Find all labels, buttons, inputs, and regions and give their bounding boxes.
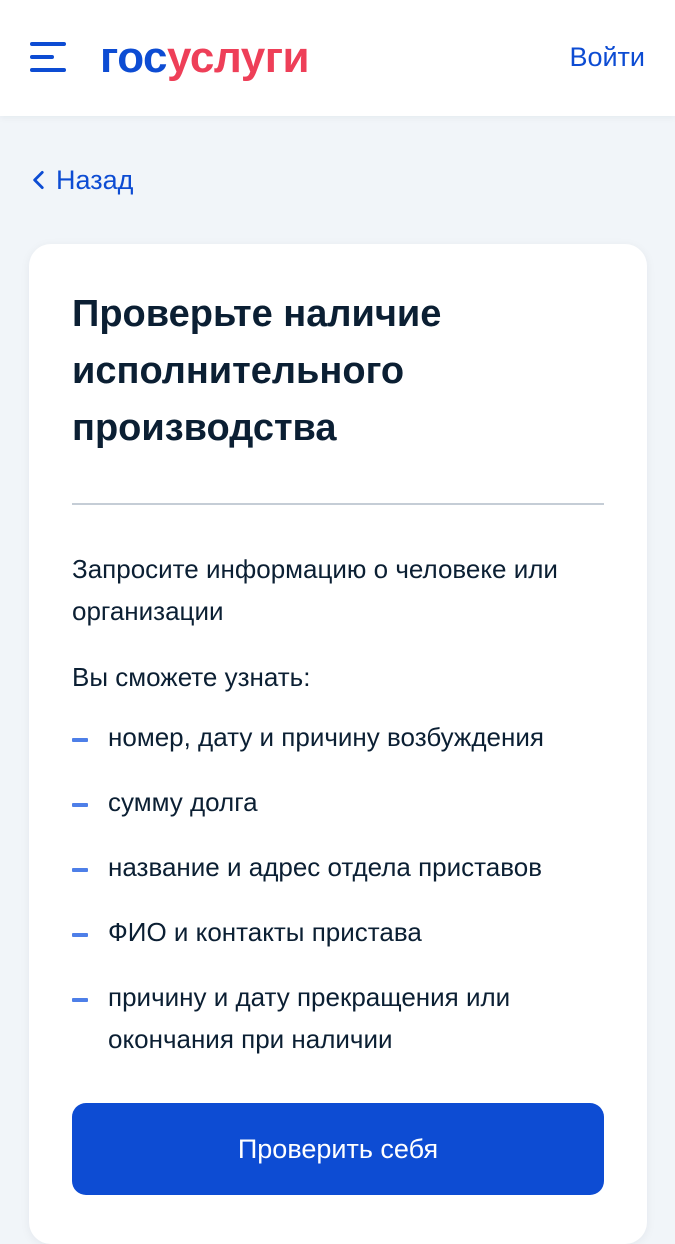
dash-bullet-icon [72, 738, 88, 742]
menu-icon[interactable] [30, 40, 68, 74]
list-item: причину и дату прекращения или окончания при наличии [72, 976, 612, 1060]
page-title: Проверьте наличие исполнительного производства [72, 293, 442, 449]
dash-bullet-icon [72, 933, 88, 937]
dash-bullet-icon [72, 998, 88, 1002]
info-card [29, 244, 647, 1244]
intro-text: Запросите информацию о человеке или организации [72, 554, 558, 626]
list-item: ФИО и контакты пристава [72, 911, 612, 953]
list-item: номер, дату и причину возбуждения [72, 716, 612, 758]
list-heading: Вы сможете узнать: [72, 662, 311, 692]
list-item: название и адрес отдела приставов [72, 846, 612, 888]
login-link[interactable]: Войти [569, 42, 645, 72]
logo-part-gos: гос [100, 33, 168, 82]
header [0, 0, 675, 116]
divider [72, 503, 604, 505]
check-yourself-button[interactable]: Проверить себя [72, 1103, 604, 1195]
dash-bullet-icon [72, 868, 88, 872]
dash-bullet-icon [72, 803, 88, 807]
logo[interactable] [100, 30, 309, 86]
info-list [72, 716, 612, 1083]
back-label: Назад [56, 165, 134, 195]
chevron-left-icon [26, 167, 52, 193]
logo-part-uslugi: услуги [167, 33, 310, 82]
back-link[interactable] [26, 160, 133, 200]
list-item: сумму долга [72, 781, 612, 823]
